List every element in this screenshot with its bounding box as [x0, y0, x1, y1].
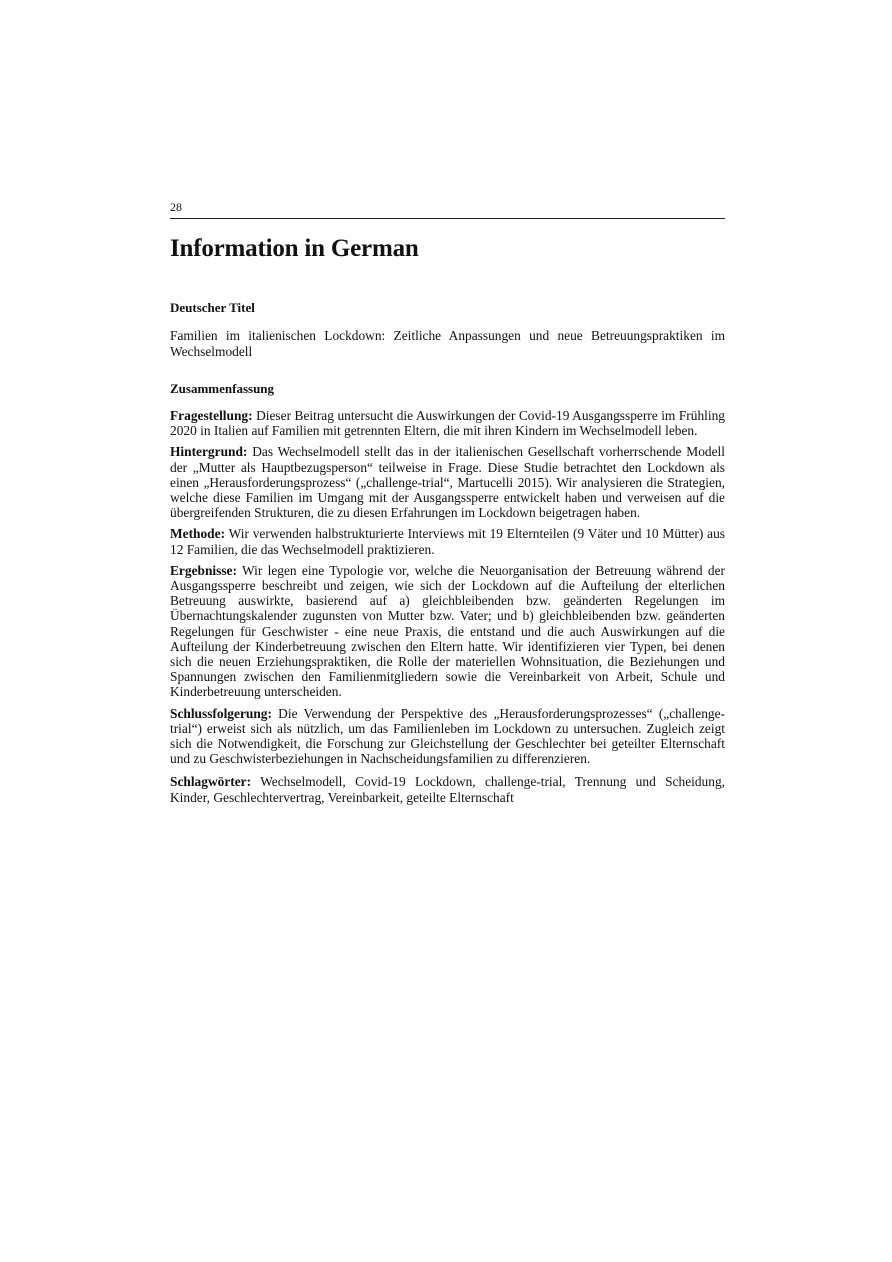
- page-number: 28: [170, 200, 182, 214]
- keywords: [170, 774, 725, 804]
- schlussfolgerung-label: Schlussfolgerung:: [170, 705, 272, 721]
- german-title-text: Familien im italienischen Lockdown: Zeitliche Anpassungen und neue Betreuungspraktiken im Wechselmodell: [170, 328, 725, 359]
- german-title-heading: Deutscher Titel: [170, 300, 255, 315]
- methode-label: Methode:: [170, 526, 226, 542]
- abstract-hintergrund: [170, 444, 725, 520]
- ergebnisse-text: Wir legen eine Typologie vor, welche die Neuorganisation der Betreuung während der Ausgangssperre beschreibt und zeigen, wie sich der Lockdown auf die Aufteilung der elterlichen Betreuung auswirkte, basierend auf a) gleichbleibenden bzw. geänderten Regelungen im Übernachtungskalender zugunsten von Mutter bzw. Vater; und b) gleichbleibenden bzw. geänderten Regelungen für Geschwister - eine neue Praxis, die entstand und die auch Auswirkungen auf die Aufteilung der Kinderbetreuung zwischen den Eltern hatte. Wir identifizieren vier Typen, bei denen sich die neuen Erziehungspraktiken, die Rolle der materiellen Wohnsituation, die Beziehungen und Spannungen zwischen den Familienmitgliedern sowie die Vereinbarkeit von Arbeit, Schule und Kinderbetreuung unterscheiden.: [170, 562, 726, 700]
- abstract-methode: [170, 526, 725, 556]
- hintergrund-label: Hintergrund:: [170, 444, 248, 460]
- abstract-heading: Zusammenfassung: [170, 381, 275, 396]
- page-content: [170, 200, 725, 805]
- chapter-title: Information in German: [170, 235, 419, 262]
- methode-text: Wir verwenden halbstrukturierte Interviews mit 19 Elternteilen (9 Väter und 10 Mütter) aus 12 Familien, die das Wechselmodell praktizieren.: [170, 526, 725, 557]
- schlussfolgerung-text: Die Verwendung der Perspektive des „Herausforderungsprozesses“ („challenge-trial“) erweist sich als nützlich, um das Familienleben im Lockdown zu untersuchen. Zugleich zeigt sich die Notwendigkeit, die Forschung zur Gleichstellung der Geschlechter bei geteilter Elternschaft und zu Geschwisterbeziehungen in Nachscheidungsfamilien zu differenzieren.: [170, 705, 725, 767]
- fragestellung-text: Dieser Beitrag untersucht die Auswirkungen der Covid-19 Ausgangssperre im Frühling 2020 in Italien auf Familien mit getrennten Eltern, die mit ihren Kindern im Wechselmodell leben.: [170, 408, 725, 439]
- header-rule: [170, 218, 725, 219]
- abstract-fragestellung: [170, 408, 725, 438]
- keywords-label: Schlagwörter:: [170, 774, 252, 790]
- hintergrund-text: Das Wechselmodell stellt das in der italienischen Gesellschaft vorherrschende Modell der „Mutter als Hauptbezugsperson“ teilweise in Frage. Diese Studie betrachtet den Lockdown als einen „Herausforderungsprozess“ („challenge-trial“, Martucelli 2015). Wir analysieren die Strategien, welche diese Familien im Umgang mit der Ausgangssperre entwickelt haben und verweisen auf die übergreifenden Strukturen, die zu diesen Erfahrungen im Lockdown beigetragen haben.: [170, 444, 725, 521]
- abstract-ergebnisse: [170, 563, 725, 700]
- keywords-text: Wechselmodell, Covid-19 Lockdown, challenge-trial, Trennung und Scheidung, Kinder, Geschlechtervertrag, Vereinbarkeit, geteilte Elternschaft: [170, 774, 725, 805]
- abstract-schlussfolgerung: [170, 706, 725, 767]
- ergebnisse-label: Ergebnisse:: [170, 562, 237, 578]
- fragestellung-label: Fragestellung:: [170, 408, 253, 423]
